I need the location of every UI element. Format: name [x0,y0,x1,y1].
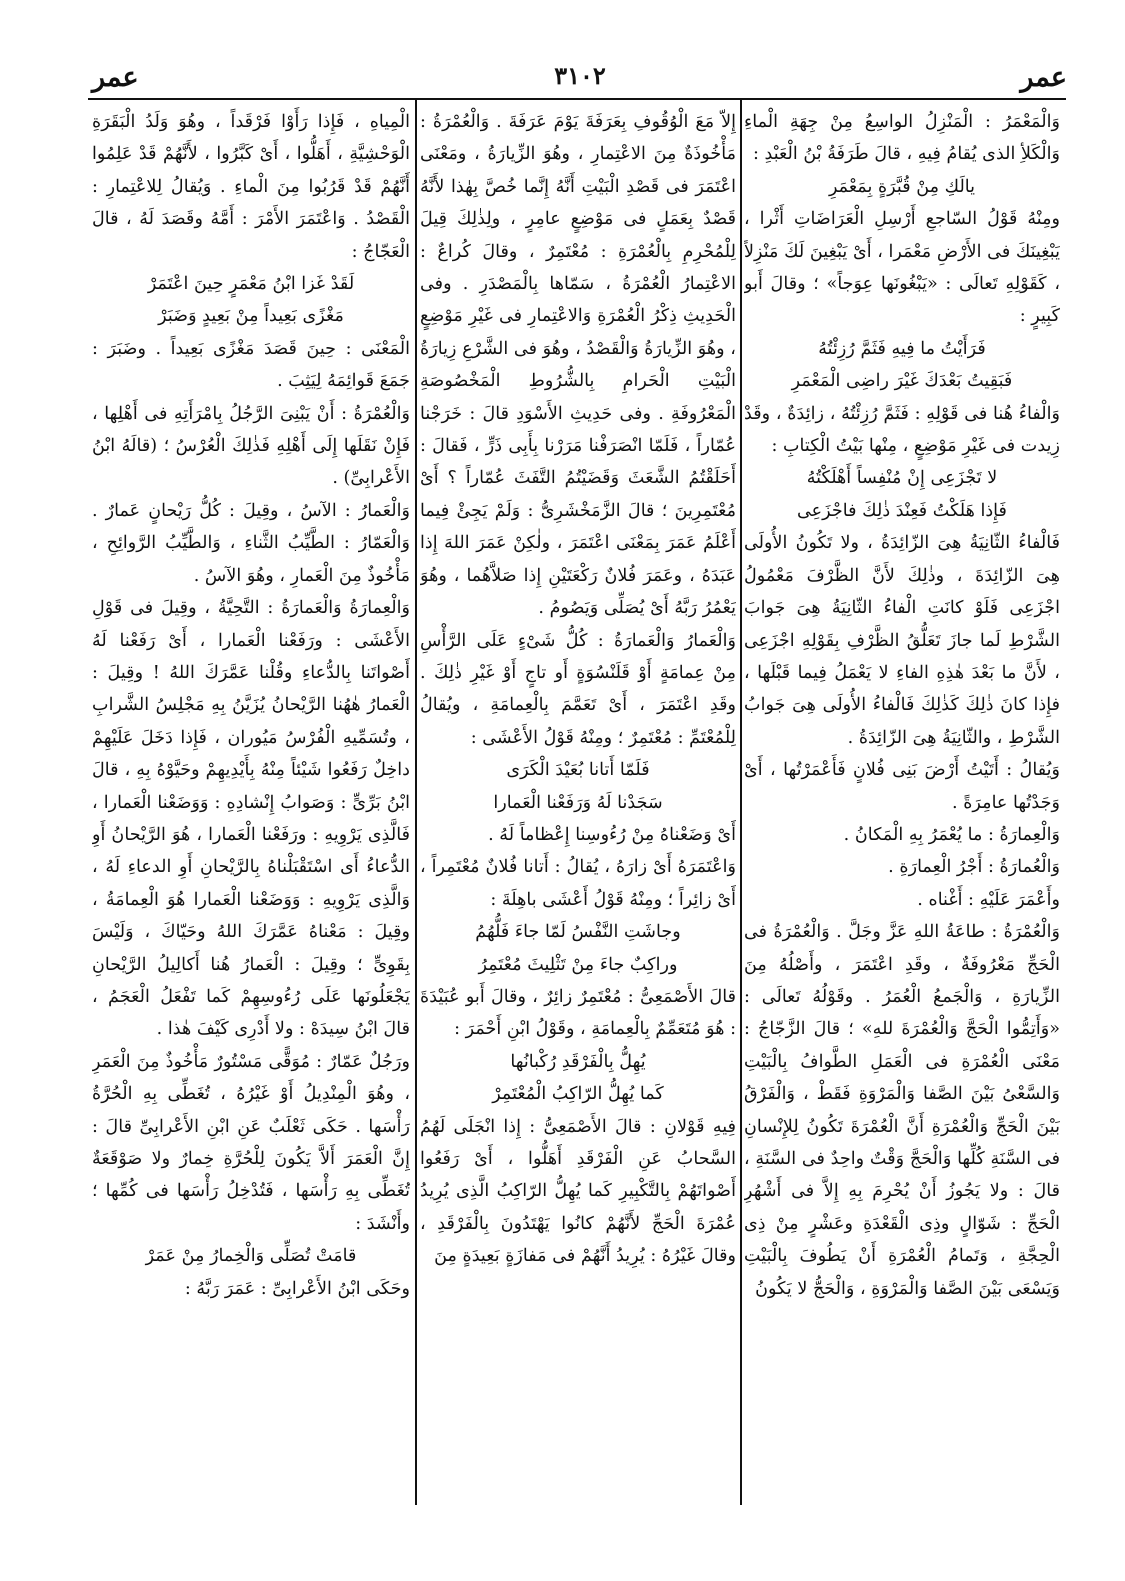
verse-line: يالَكِ مِنْ قُبَّرَةٍ بِمَعْمَرِ [828,176,976,197]
verse-line: يُهِلُّ بِالْفَرْقَدِ رُكْبانُها [510,1051,646,1072]
page-number: ٣١٠٢ [554,61,606,90]
verse-line: مَغْزًى بَعِيداً مِنْ بَعِيدٍ وَضَبَرْ [158,306,344,327]
verse-line: لَقَدْ غَزا ابْنُ مَعْمَرٍ حِينَ اعْتَمَرْ [147,274,355,295]
paragraph: وَالْمَعْمَرُ : الْمَنْزِلُ الواسِعُ مِنْ جِهَةِ الْماءِ وَالْكَلأِ الذى يُقامُ فِيهِ ، قالَ طَرَفَةُ بْنُ الْعَبْدِ : [744,112,1060,165]
paragraph: وَالْعَمارُ : الآسُ ، وقِيلَ : كُلُّ رَيْحانٍ عَمارٌ . وَالْعَمّارُ : الطَّيِّبُ الثَّناءِ ، وَالطَّيِّبُ الرَّوائِحِ ، مَأْخُوذٌ مِنَ الْعَمارِ ، وهُوَ الآسُ . [92,500,410,586]
verse-line: فَإِذا هَلَكْتُ فَعِنْدَ ذٰلِكَ فاجْزَعِى [797,500,1007,521]
verse-line: لا تَجْزَعِى إِنْ مُنْفِساً أَهْلَكْتُهُ [806,468,998,489]
paragraph: وَالْعُمْرَةُ : طاعَةُ اللهِ عَزَّ وجَلَّ . وَالْعُمْرَةُ فى الْحَجِّ مَعْرُوفَةٌ ، وقَدِ اعْتَمَرَ ، وأَصْلُهُ مِنَ الزِّيارَةِ ، وَالْجَمعُ الْعُمَرُ . وقَوْلُهُ تَعالَى : «وَأَتِمُّوا الْحَجَّ وَالْعُمْرَةَ للهِ» ؛ قالَ الزَّجّاجُ : مَعْنَى الْعُمْرَةِ فى الْعَمَلِ الطَّوافُ بِالْبَيْتِ وَالسَّعْىُ بَيْنَ الصَّفا وَالْمَرْوَةِ فَقَطْ ، وَالْفَرْقُ بَيْنَ الْحَجِّ وَالْعُمْرَةِ أَنَّ الْعُمْرَةَ تَكُونُ لِلإِنْسانِ فى السَّنَةِ كُلِّها وَالْحَجَّ وَقْتٌ واحِدٌ فى السَّنَةِ ، قالَ : ولا يَجُوزُ أَنْ يُحْرِمَ بِهِ إِلاَّ فى أَشْهُرِ الْحَجِّ : شَوّالٍ وذِى الْقَعْدَةِ وعَشْرٍ مِنْ ذِى الْحِجَّةِ ، وَتَمامُ الْعُمْرَةِ أَنْ يَطُوفَ بِالْبَيْتِ وَيَسْعَى بَيْنَ الصَّفا وَالْمَرْوَةِ ، وَالْحَجُّ لا يَكُونُ [744,922,1060,1299]
paragraph: ورَجُلٌ عَمّارٌ : مُوَقًّى مَسْتُورٌ مَأْخُوذٌ مِنَ الْعَمَرِ ، وهُوَ الْمِنْدِيلُ أَوْ غَيْرُهُ ، تُغَطِّى بِهِ الْحُرَّةُ رَأْسَها . حَكَى ثَعْلَبٌ عَنِ ابْنِ الأَعْرابِىِّ قالَ : إِنَّ الْعَمَرَ أَلاَّ يَكُونَ لِلْحُرَّةِ خِمارٌ ولا صَوْقَعَةٌ تُغَطِّى بِهِ رَأْسَها ، فَتُدْخِلُ رَأْسَها فى كُمِّها ؛ وأَنْشَدَ : [92,1051,410,1234]
paragraph: وَالْعِمارَةُ : ما يُعْمَرُ بِهِ الْمَكانُ . [843,824,1060,845]
paragraph: إِلاّ مَعَ الْوُقُوفِ بِعَرَفَةَ يَوْمَ عَرَفَةَ . وَالْعُمْرَةُ : مَأْخُوذَةٌ مِنَ الاعْتِمارِ ، وهُوَ الزِّيارَةُ ، ومَعْنَى اعْتَمَرَ فى قَصْدِ الْبَيْتِ أَنَّهُ إِنَّما خُصَّ بِهٰذا لأَنَّهُ قَصْدٌ بِعَمَلٍ فى مَوْضِعٍ عامِرٍ ، ولِذٰلِكَ قِيلَ لِلْمُحْرِمِ بِالْعُمْرَةِ : مُعْتَمِرٌ ، وقالَ كُراعٌ : الاعْتِمارُ الْعُمْرَةُ ، سَمّاها بِالْمَصْدَرِ . وفى الْحَدِيثِ ذِكْرُ الْعُمْرَةِ وَالاعْتِمارِ فى غَيْرِ مَوْضِعٍ ، وهُوَ الزِّيارَةُ وَالْقَصْدُ ، وهُوَ فى الشَّرْعِ زِيارَةُ الْبَيْتِ الْحَرامِ بِالشُّرُوطِ الْمَخْصُوصَةِ الْمَعْرُوفَةِ . وفى حَدِيثِ الأَسْوَدِ قالَ : خَرَجْنا عُمّاراً ، فَلَمّا انْصَرَفْنا مَرَرْنا بِأَبِى ذَرٍّ ، فَقالَ : أَحَلَقْتُمُ الشَّعَثَ وَقَضَيْتُمُ التَّفَثَ عُمّاراً ؟ أَىْ مُعْتَمِرِينَ ؛ قالَ الزَّمَخْشَرِىُّ : وَلَمْ يَجِئْ فِيما أَعْلَمُ عَمَرَ بِمَعْنَى اعْتَمَرَ ، ولٰكِنْ عَمَرَ اللهَ إِذا عَبَدَهُ ، وعَمَرَ فُلانٌ رَكْعَتَيْنِ إِذا صَلاَّهُما ، وهُوَ يَعْمُرُ رَبَّهُ أَىْ يُصَلِّى وَيَصُومُ . [420,112,736,619]
column-divider-left [415,100,417,1505]
verse-line: فَرَأَيْتُ ما فِيهِ فَثَمَّ رُزِئْتُهُ [818,338,986,359]
paragraph: فَالْفاءُ الثّانِيَةُ هِىَ الزّائِدَةُ ، ولا تَكُونُ الأُولَى هِىَ الزّائِدَةَ ، وذٰلِكَ لأَنَّ الظَّرْفَ مَعْمُولُ اجْزَعِى فَلَوْ كانَتِ الْفاءُ الثّانِيَةُ هِىَ جَوابَ الشَّرْطِ لَما جازَ تَعَلُّقُ الظَّرْفِ بِقَوْلِهِ اجْزَعِى ، لأَنَّ ما بَعْدَ هٰذِهِ الفاءِ لا يَعْمَلُ فِيما قَبْلَها ، فإِذا كانَ ذٰلِكَ كَذٰلِكَ فَالْفاءُ الأُولَى هِىَ جَوابُ الشَّرْطِ ، والثّانِيَةُ هِىَ الزّائِدَةُ . [744,533,1060,748]
paragraph: وأَعْمَرَ عَلَيْهِ : أَغْناه . [917,889,1060,910]
paragraph: وَالْفاءُ هُنا فى قَوْلِهِ : فَثَمَّ رُزِئْتُهُ ، زائِدَةٌ ، وقَدْ زِيدت فى غَيْرِ مَوْضِعٍ ، مِنْها بَيْتُ الْكِتابِ : [744,403,1060,457]
verse-line: سَجَدْنا لَهُ وَرَفَعْنا الْعَمارا [493,792,663,813]
paragraph: أَىْ وَضَعْناهُ مِنْ رُءُوسِنا إِعْظاماً لَهُ . [488,824,736,845]
paragraph: قالَ الأَصْمَعِىُّ : مُعْتَمِرٌ زائِرٌ ، وقالَ أَبو عُبَيْدَةَ : هُوَ مُتَعَمِّمٌ بِالْعِمامَةِ ، وقَوْلُ ابْنِ أَحْمَرَ : [420,986,736,1040]
paragraph: وَالْعِمارَةُ وَالْعَمارَةُ : التَّحِيَّةُ ، وقِيلَ فى قَوْلِ الأَعْشَى : ورَفَعْنا الْعَمارا ، أَىْ رَفَعْنا لَهُ أَصْواتَنا بِالدُّعاءِ وقُلْنا عَمَّرَكَ اللهُ ! وقِيلَ : الْعَمارُ هٰهُنا الرَّيْحانُ يُزَيَّنُ بِهِ مَجْلِسُ الشَّرابِ ، وتُسَمِّيهِ الْفُرْسُ مَيُوران ، فَإِذا دَخَلَ عَلَيْهِمْ داخِلٌ رَفَعُوا شَيْئاً مِنْهُ بِأَيْدِيهِمْ وحَيَّوْهُ بِهِ ، قالَ ابْنُ بَرِّىٍّ : وَصَوابُ إِنْشادِهِ : وَوَضَعْنا الْعَمارا ، فَالَّذِى يَرْوِيهِ : ورَفَعْنا الْعَمارا ، هُوَ الرَّيْحانُ أَوِ الدُّعاءُ أَى اسْتَقْبَلْناهُ بِالرَّيْحانِ أَوِ الدعاءِ لَهُ ، وَالَّذِى يَرْوِيهِ : وَوَضَعْنا الْعَمارا هُوَ الْعِمامَةُ ، وقِيلَ : مَعْناهُ عَمَّرَكَ اللهُ وحَيّاكَ ، وَلَيْسَ بِقَوِىٍّ ؛ وقِيلَ : الْعَمارُ هُنا أَكالِيلُ الرَّيْحانِ يَجْعَلُونَها عَلَى رُءُوسِهِمْ كَما تَفْعَلُ الْعَجَمُ ، قالَ ابْنُ سِيدَهْ : ولا أَدْرِى كَيْفَ هٰذا . [92,598,410,1040]
verse-line: وجاشَتِ النَّفْسُ لَمّا جاءَ فَلُّهُمُ [475,922,681,943]
paragraph: فِيهِ قَوْلانِ : قالَ الأَصْمَعِىُّ : إِذا انْجَلَى لَهُمُ السَّحابُ عَنِ الْفَرْقَدِ أَهَلُّوا ، أَىْ رَفَعُوا أَصْواتَهُمْ بِالتَّكْبِيرِ كَما يُهِلُّ الرّاكِبُ الَّذِى يُرِيدُ عُمْرَةَ الْحَجِّ لأَنَّهُمْ كانُوا يَهْتَدُونَ بِالْفَرْقَدِ ، وقالَ غَيْرُهُ : يُرِيدُ أَنَّهُمْ فى مَفازَةٍ بَعِيدَةٍ مِنَ [420,1116,736,1267]
header-rule [88,98,1066,100]
column-divider-right [740,100,742,1505]
verse-line: فَبَقِيتُ بَعْدَكَ غَيْرَ راضِى الْمَعْمَرِ [791,371,1013,392]
header-entry-word-left: عمر [92,62,139,93]
paragraph: الْمَعْنَى : حِينَ قَصَدَ مَغْزًى بَعِيداً . وضَبَرَ : جَمَعَ قَوائِمَهُ لِيَثِبَ . [92,338,410,392]
paragraph: وَالْعَمارُ وَالْعَمارَةُ : كُلُّ شَىْءٍ عَلَى الرَّأْسِ مِنْ عِمامَةٍ أَوْ قَلَنْسُوَةٍ أَو تاجٍ أَوْ غَيْرِ ذٰلِكَ . وقَدِ اعْتَمَرَ ، أَىْ تَعَمَّمَ بِالْعِمامَةِ ، ويُقالُ لِلْمُعْتَمِّ : مُعْتَمِرٌ ؛ ومِنْهُ قَوْلُ الأَعْشَى : [420,630,736,748]
paragraph: الْمِياهِ ، فَإِذا رَأَوْا فَرْقَداً ، وهُوَ وَلَدُ الْبَقَرَةِ الْوَحْشِيَّةِ ، أَهَلُّوا ، أَىْ كَبَّرُوا ، لأَنَّهُمْ قَدْ عَلِمُوا أَنَّهُمْ قَدْ قَرُبُوا مِنَ الْماءِ . وَيُقالُ لِلاعْتِمارِ : الْقَصْدُ . وَاعْتَمَرَ الأَمْرَ : أَمَّهُ وقَصَدَ لَهُ ، قالَ الْعَجّاجُ : [92,112,410,262]
paragraph: وَالْعُمْرَةُ : أَنْ يَبْنِىَ الرَّجُلُ بِامْرَأَتِهِ فى أَهْلِها ، فَإِنْ نَقَلَها إِلَى أَهْلِهِ فَذٰلِكَ الْعُرْسُ ؛ (قالَهُ ابْنُ الأَعْرابِىِّ) . [92,403,410,489]
paragraph: وَيُقالُ : أَتَيْتُ أَرْضَ بَنِى فُلانٍ فَأَعْمَرْتُها ، أَىْ وَجَدْتُها عامِرَةً . [744,760,1060,813]
text-column-middle [420,106,736,1506]
verse-line: وراكِبٌ جاءَ مِنْ تَثْلِيثَ مُعْتَمِرُ [478,954,678,975]
paragraph: وَالْعُمارَةُ : أَجْرُ الْعِمارَةِ . [888,857,1060,878]
verse-line: فَلَمّا أَتانا بُعَيْدَ الْكَرَى [506,760,650,781]
paragraph: وَاعْتَمَرَهُ أَىْ زارَهُ ، يُقالُ : أَتانا فُلانٌ مُعْتَمِراً ، أَىْ زائِراً ؛ ومِنْهُ قَوْلُ أَعْشَى باهِلَةَ : [420,857,736,910]
text-column-left [92,106,410,1506]
verse-line: كَما يُهِلُّ الرّاكِبُ الْمُعْتَمِرْ [492,1084,664,1105]
paragraph: وحَكَى ابْنُ الأَعْرابِىِّ : عَمَرَ رَبَّهُ : [184,1278,410,1299]
header-entry-word-right: عمر [1020,62,1067,93]
text-column-right [744,106,1060,1506]
paragraph: ومِنْهُ قَوْلُ السّاجعِ أَرْسِلِ الْعَرَاضَاتِ أَثْرا ، يَبْغِينَكَ فى الأَرْضِ مَعْمَرا ، أَىْ يَبْغِينَ لَكَ مَنْزِلاً ، كَقَوْلِهِ تَعالَى : «يَبْغُونَها عِوَجاً» ؛ وقالَ أَبو كَبِيرٍ : [744,209,1060,327]
verse-line: قامَتْ تُصَلِّى وَالْخِمارُ مِنْ عَمَرْ [145,1246,357,1267]
